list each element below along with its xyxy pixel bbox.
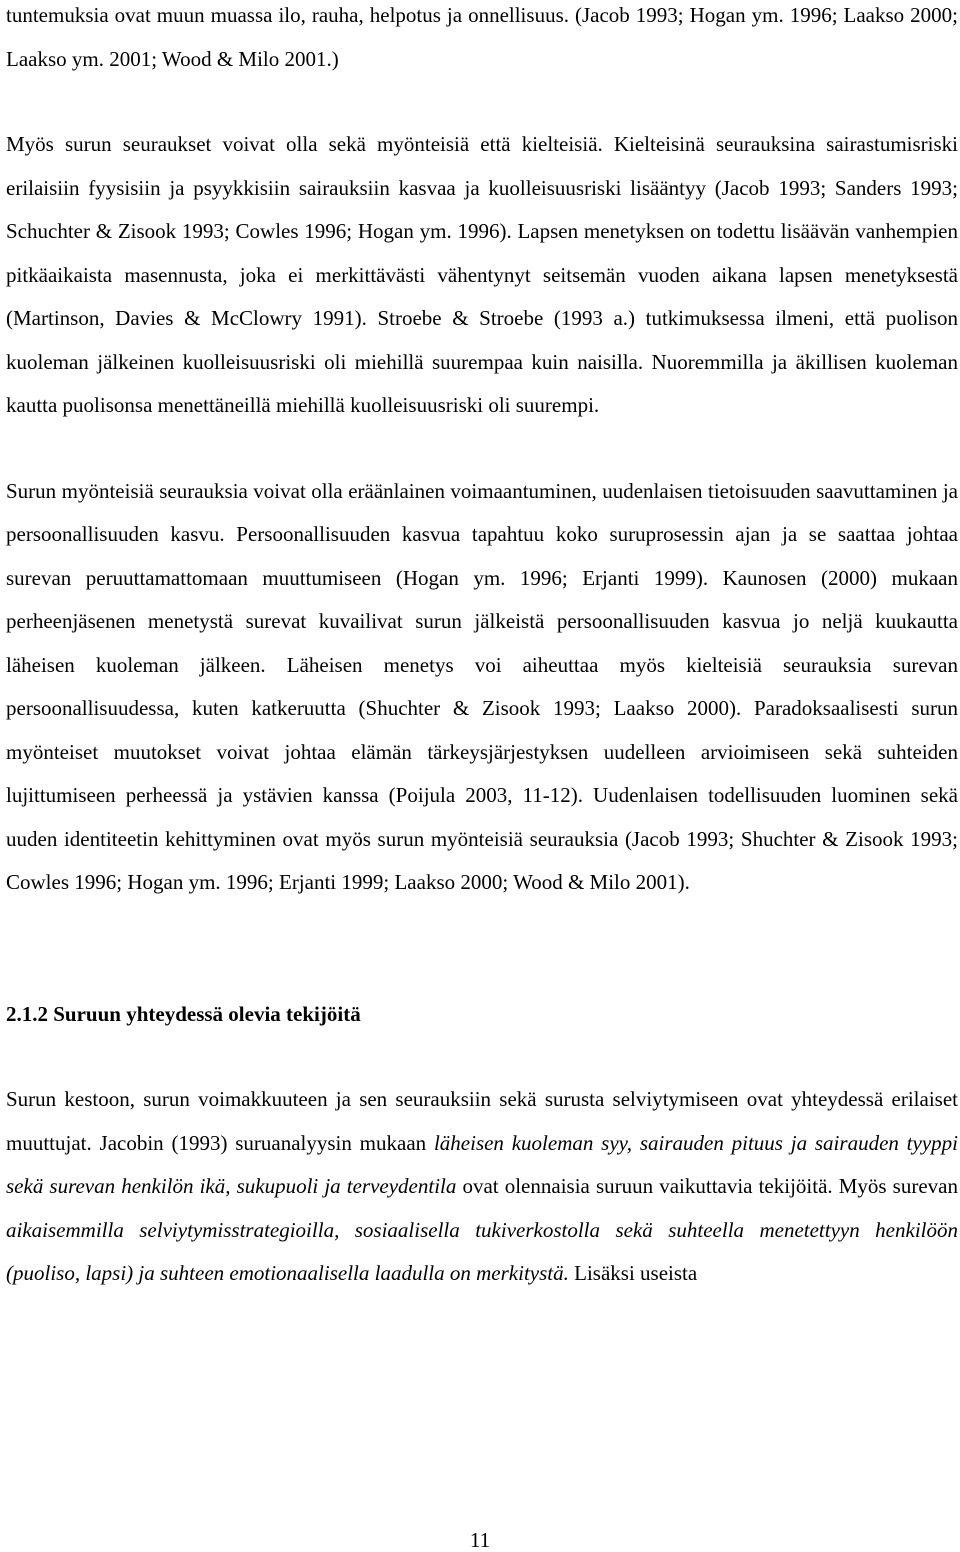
paragraph-factors [6, 1078, 958, 1296]
paragraph-positive-consequences: Surun myönteisiä seurauksia voivat olla eräänlainen voimaantuminen, uudenlaisen tietoisuuden saavuttaminen ja persoonallisuuden kasvu. Persoonallisuuden kasvua tapahtuu koko suruprosessin ajan ja se saattaa johtaa surevan peruuttamattomaan muuttumiseen (Hogan ym. 1996; Erjanti 1999). Kaunosen (2000) mukaan perheenjäsenen menetystä surevat kuvailivat surun jälkeistä persoonallisuuden kasvua jo neljä kuukautta läheisen kuoleman jälkeen. Läheisen menetys voi aiheuttaa myös kielteisiä seurauksia surevan persoonallisuudessa, kuten katkeruutta (Shuchter & Zisook 1993; Laakso 2000). Paradoksaalisesti surun myönteiset muutokset voivat johtaa elämän tärkeysjärjestyksen uudelleen arvioimiseen sekä suhteiden lujittumiseen perheessä ja ystävien kanssa (Poijula 2003, 11-12). Uudenlaisen todellisuuden luominen sekä uuden identiteetin kehittyminen ovat myös surun myönteisiä seurauksia (Jacob 1993; Shuchter & Zisook 1993; Cowles 1996; Hogan ym. 1996; Erjanti 1999; Laakso 2000; Wood & Milo 2001). [6, 478, 958, 894]
factors-text-2: ovat olennaisia suruun vaikuttavia tekijöitä. Myös surevan [456, 1174, 958, 1198]
page-number: 11 [469, 1528, 491, 1552]
factors-italic-2: aikaisemmilla selviytymisstrategioilla, sosiaalisella tukiverkostolla sekä suhteella menetettyyn henkilöön (puoliso, lapsi) ja suhteen emotionaalisella laadulla on merkitystä. [6, 1217, 958, 1285]
section-spacer [6, 905, 958, 993]
paragraph-spacer [6, 1036, 958, 1078]
paragraph-spacer [6, 81, 958, 123]
paragraph-consequences: Myös surun seuraukset voivat olla sekä myönteisiä että kielteisiä. Kielteisinä seurauksina sairastumisriski erilaisiin fyysisiin ja psyykkisiin sairauksiin kasvaa ja kuolleisuusriski lisääntyy (Jacob 1993; Sanders 1993; Schuchter & Zisook 1993; Cowles 1996; Hogan ym. 1996). Lapsen menetyksen on todettu lisäävän vanhempien pitkäaikaista masennusta, joka ei merkittävästi vähentynyt seitsemän vuoden aikana lapsen menetyksestä (Martinson, Davies & McClowry 1991). Stroebe & Stroebe (1993 a.) tutkimuksessa ilmeni, että puolison kuoleman jälkeinen kuolleisuusriski oli miehillä suurempaa kuin naisilla. Nuoremmilla ja äkillisen kuoleman kautta puolisonsa menettäneillä miehillä kuolleisuusriski oli suurempi. [6, 132, 958, 417]
paragraph-intro: tuntemuksia ovat muun muassa ilo, rauha, helpotus ja onnellisuus. (Jacob 1993; Hogan ym. 1996; Laakso 2000; Laakso ym. 2001; Wood & Milo 2001.) [6, 3, 958, 71]
factors-text-3: Lisäksi useista [568, 1261, 698, 1285]
paragraph-spacer [6, 428, 958, 470]
section-heading: 2.1.2 Suruun yhteydessä olevia tekijöitä [6, 1001, 361, 1026]
factors-text-1: Surun kestoon, surun voimakkuuteen ja sen seurauksiin sekä surusta selviytymiseen ovat yhteydessä erilaiset muuttujat. Jacobin (1993) suruanalyysin mukaan [6, 1087, 958, 1155]
factors-italic-1: läheisen kuoleman syy, sairauden pituus ja sairauden tyyppi sekä surevan henkilön ikä, sukupuoli ja terveydentila [6, 1130, 958, 1198]
document-page [6, 0, 958, 1296]
